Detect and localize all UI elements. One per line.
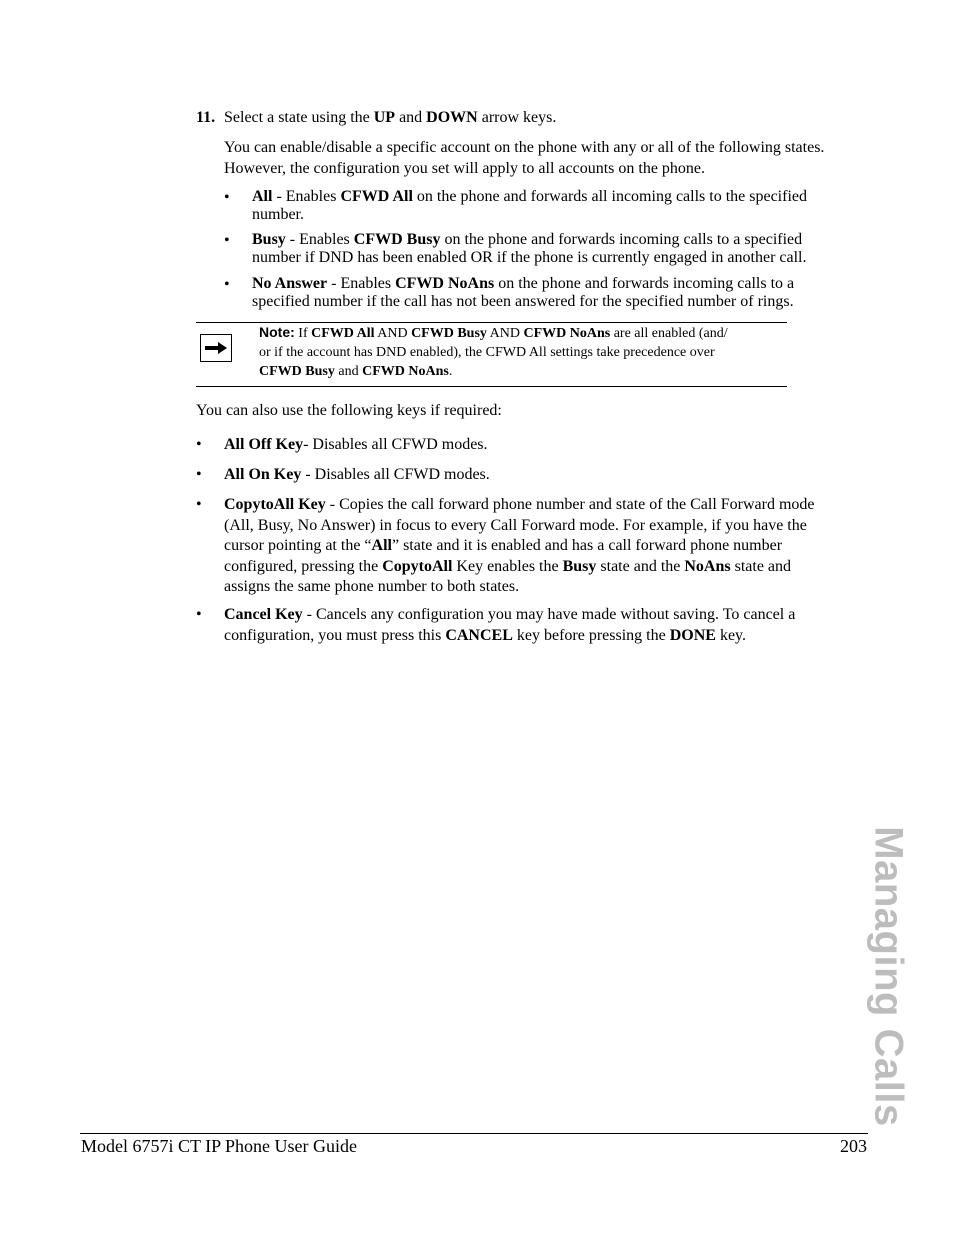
chapter-side-tab: Managing Calls bbox=[866, 825, 911, 1127]
right-arrow-icon bbox=[200, 334, 232, 362]
note-label: Note: bbox=[259, 324, 295, 340]
keys-intro: You can also use the following keys if required: bbox=[196, 402, 502, 419]
state-all-item: All - Enables CFWD All on the phone and forwards all incoming calls to the specified number. bbox=[252, 188, 807, 223]
key-all-on-item: All On Key - Disables all CFWD modes. bbox=[224, 466, 490, 483]
footer-title: Model 6757i CT IP Phone User Guide bbox=[81, 1136, 357, 1156]
bullet: • bbox=[224, 232, 230, 249]
bullet: • bbox=[224, 276, 230, 293]
bullet: • bbox=[196, 436, 202, 453]
right-arrow-icon-svg bbox=[204, 341, 228, 355]
bullet: • bbox=[196, 466, 202, 483]
intro-paragraph: You can enable/disable a specific account on the phone with any or all of the following states. However, the configuration you set will apply to all accounts on the phone. bbox=[224, 139, 825, 177]
note-text: Note: If CFWD All AND CFWD Busy AND CFWD NoAns are all enabled (and/ or if the account has DND enabled), the CFWD All settings take precedence over CFWD Busy and CFWD NoAns. bbox=[259, 324, 728, 379]
bullet: • bbox=[196, 496, 202, 513]
key-copytoall-item: CopytoAll Key - Copies the call forward phone number and state of the Call Forward mode (All, Busy, No Answer) in focus to every Call Forward mode. For example, if you have the cursor pointing at the “All” state and it is enabled and has a call forward phone number configured, pressing the CopytoAll Key enables the Busy state and the NoAns state and assigns the same phone number to both states. bbox=[224, 496, 815, 595]
bullet: • bbox=[224, 189, 230, 206]
key-all-off-item: All Off Key- Disables all CFWD modes. bbox=[224, 436, 488, 453]
note-bottom-rule bbox=[196, 386, 787, 387]
bullet: • bbox=[196, 606, 202, 623]
footer-rule bbox=[80, 1133, 868, 1134]
step-instruction: Select a state using the UP and DOWN arrow keys. bbox=[224, 109, 557, 126]
state-busy-item: Busy - Enables CFWD Busy on the phone and forwards incoming calls to a specified number if DND has been enabled OR if the phone is currently engaged in another call. bbox=[252, 231, 807, 266]
state-noanswer-item: No Answer - Enables CFWD NoAns on the phone and forwards incoming calls to a specified number if the call has not been answered for the specified number of rings. bbox=[252, 275, 795, 310]
step-number: 11. bbox=[196, 109, 216, 126]
page-number: 203 bbox=[840, 1136, 867, 1156]
key-cancel-item: Cancel Key - Cancels any configuration you may have made without saving. To cancel a configuration, you must press this CANCEL key before pressing the DONE key. bbox=[224, 606, 796, 644]
